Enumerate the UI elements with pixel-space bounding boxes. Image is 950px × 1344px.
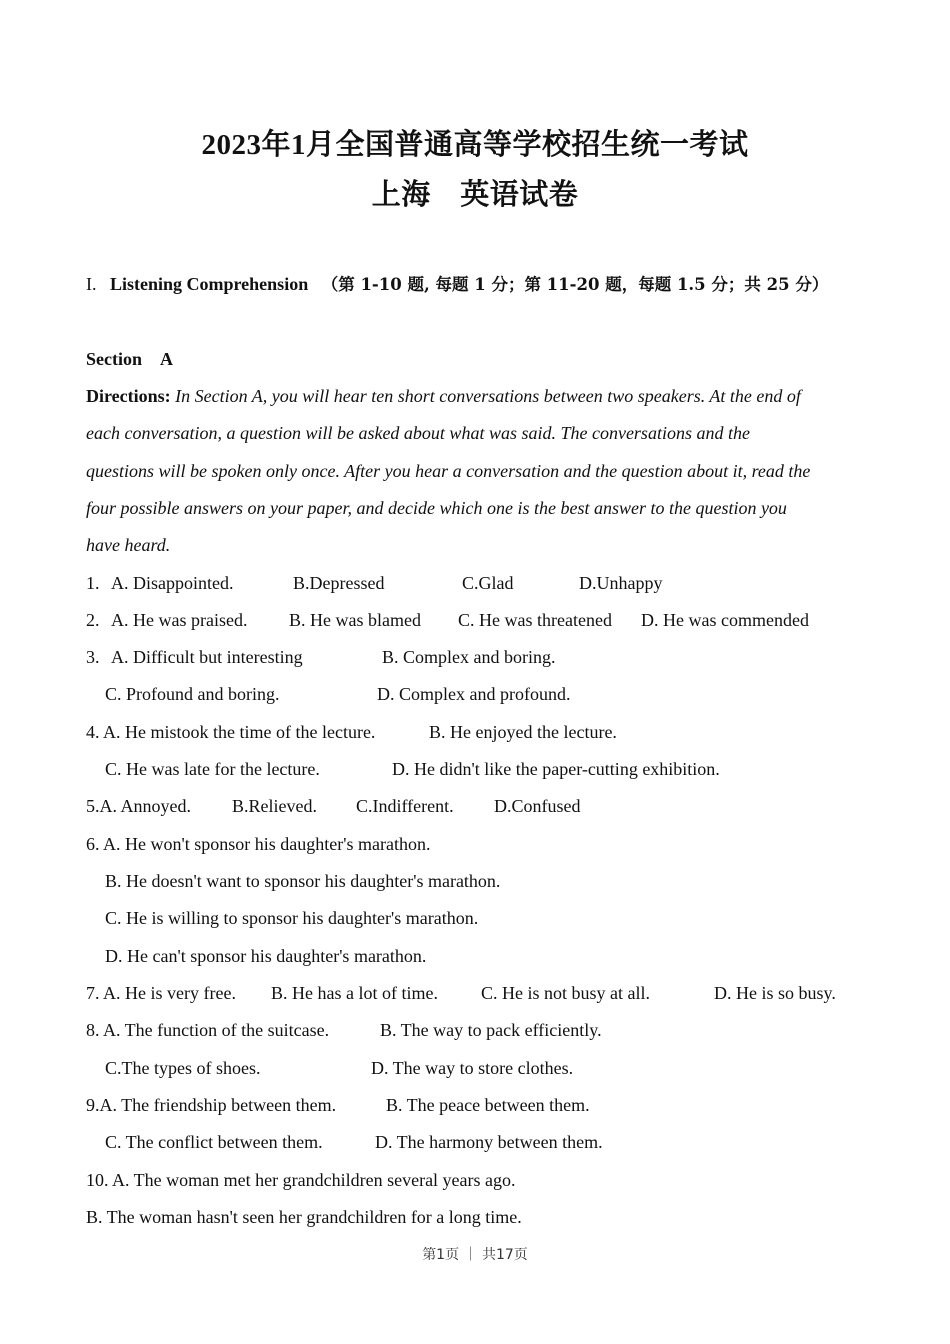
option-a: A. He was praised. bbox=[111, 610, 248, 630]
question-8-row-2 bbox=[105, 1057, 805, 1079]
question-4-row-2 bbox=[105, 758, 805, 780]
directions-line-4: four possible answers on your paper, and decide which one is the best answer to the question you bbox=[86, 498, 787, 518]
question-4 bbox=[86, 721, 866, 743]
option-c: C.Indifferent. bbox=[356, 796, 454, 816]
option-d: D. He was commended bbox=[641, 610, 809, 630]
question-3 bbox=[86, 646, 866, 668]
question-6-option-a: 6. A. He won't sponsor his daughter's marathon. bbox=[86, 834, 431, 854]
option-c: C. The conflict between them. bbox=[105, 1132, 323, 1152]
option-b: B. He enjoyed the lecture. bbox=[429, 722, 617, 742]
question-6-option-c: C. He is willing to sponsor his daughter's marathon. bbox=[105, 908, 479, 928]
directions-line-3: questions will be spoken only once. After you hear a conversation and the question about it, read the bbox=[86, 461, 811, 481]
option-b: B. Complex and boring. bbox=[382, 647, 556, 667]
part-number: I. bbox=[86, 274, 97, 294]
part-scoring: （第 1-10 题, 每题 1 分；第 11-20 题，每题 1.5 分；共 25 分） bbox=[321, 275, 829, 294]
option-d: D.Unhappy bbox=[579, 573, 663, 593]
directions-line-1 bbox=[86, 385, 801, 407]
question-3-row-2 bbox=[105, 683, 805, 705]
question-1 bbox=[86, 572, 866, 594]
question-5 bbox=[86, 795, 866, 817]
option-a: 7. A. He is very free. bbox=[86, 983, 236, 1003]
directions-line-2: each conversation, a question will be asked about what was said. The conversations and the bbox=[86, 423, 750, 443]
option-d: D.Confused bbox=[494, 796, 581, 816]
option-a: A. Difficult but interesting bbox=[111, 647, 303, 667]
option-c: C. Profound and boring. bbox=[105, 684, 280, 704]
question-number: 1. bbox=[86, 573, 100, 593]
question-number: 3. bbox=[86, 647, 100, 667]
option-b: B.Relieved. bbox=[232, 796, 317, 816]
directions-line-5: have heard. bbox=[86, 535, 171, 555]
option-c: C. He was threatened bbox=[458, 610, 612, 630]
directions-text: In Section A, you will hear ten short conversations between two speakers. At the end of bbox=[175, 386, 801, 406]
option-c: C. He was late for the lecture. bbox=[105, 759, 320, 779]
option-b: B.Depressed bbox=[293, 573, 385, 593]
option-a: A. Disappointed. bbox=[111, 573, 234, 593]
option-d: D. He is so busy. bbox=[714, 983, 836, 1003]
option-b: B. He has a lot of time. bbox=[271, 983, 438, 1003]
page-footer: 第1页 ｜ 共17页 bbox=[422, 1247, 528, 1263]
option-b: B. The way to pack efficiently. bbox=[380, 1020, 602, 1040]
option-c: C. He is not busy at all. bbox=[481, 983, 650, 1003]
part-name: Listening Comprehension bbox=[110, 274, 309, 294]
option-c: C.Glad bbox=[462, 573, 514, 593]
option-d: D. The way to store clothes. bbox=[371, 1058, 574, 1078]
question-8 bbox=[86, 1019, 866, 1041]
option-d: D. Complex and profound. bbox=[377, 684, 571, 704]
option-d: D. He didn't like the paper-cutting exhibition. bbox=[392, 759, 720, 779]
question-2 bbox=[86, 609, 866, 631]
exam-title: 2023年1月全国普通高等学校招生统一考试 bbox=[201, 129, 749, 161]
question-number: 2. bbox=[86, 610, 100, 630]
option-b: B. He was blamed bbox=[289, 610, 421, 630]
option-b: B. The peace between them. bbox=[386, 1095, 590, 1115]
option-d: D. The harmony between them. bbox=[375, 1132, 603, 1152]
option-a: 9.A. The friendship between them. bbox=[86, 1095, 337, 1115]
part-heading bbox=[86, 273, 828, 296]
option-c: C.The types of shoes. bbox=[105, 1058, 261, 1078]
option-a: 5.A. Annoyed. bbox=[86, 796, 191, 816]
exam-subtitle: 上海 英语试卷 bbox=[371, 179, 579, 211]
question-9-row-2 bbox=[105, 1131, 805, 1153]
question-10-option-b: B. The woman hasn't seen her grandchildren for a long time. bbox=[86, 1207, 522, 1227]
question-10-option-a: 10. A. The woman met her grandchildren several years ago. bbox=[86, 1170, 516, 1190]
option-a: 4. A. He mistook the time of the lecture. bbox=[86, 722, 376, 742]
question-7 bbox=[86, 982, 866, 1004]
option-a: 8. A. The function of the suitcase. bbox=[86, 1020, 330, 1040]
question-6-option-d: D. He can't sponsor his daughter's marathon. bbox=[105, 946, 427, 966]
directions-label: Directions: bbox=[86, 386, 171, 406]
question-6-option-b: B. He doesn't want to sponsor his daughter's marathon. bbox=[105, 871, 501, 891]
question-9 bbox=[86, 1094, 866, 1116]
section-heading: Section A bbox=[86, 349, 173, 369]
